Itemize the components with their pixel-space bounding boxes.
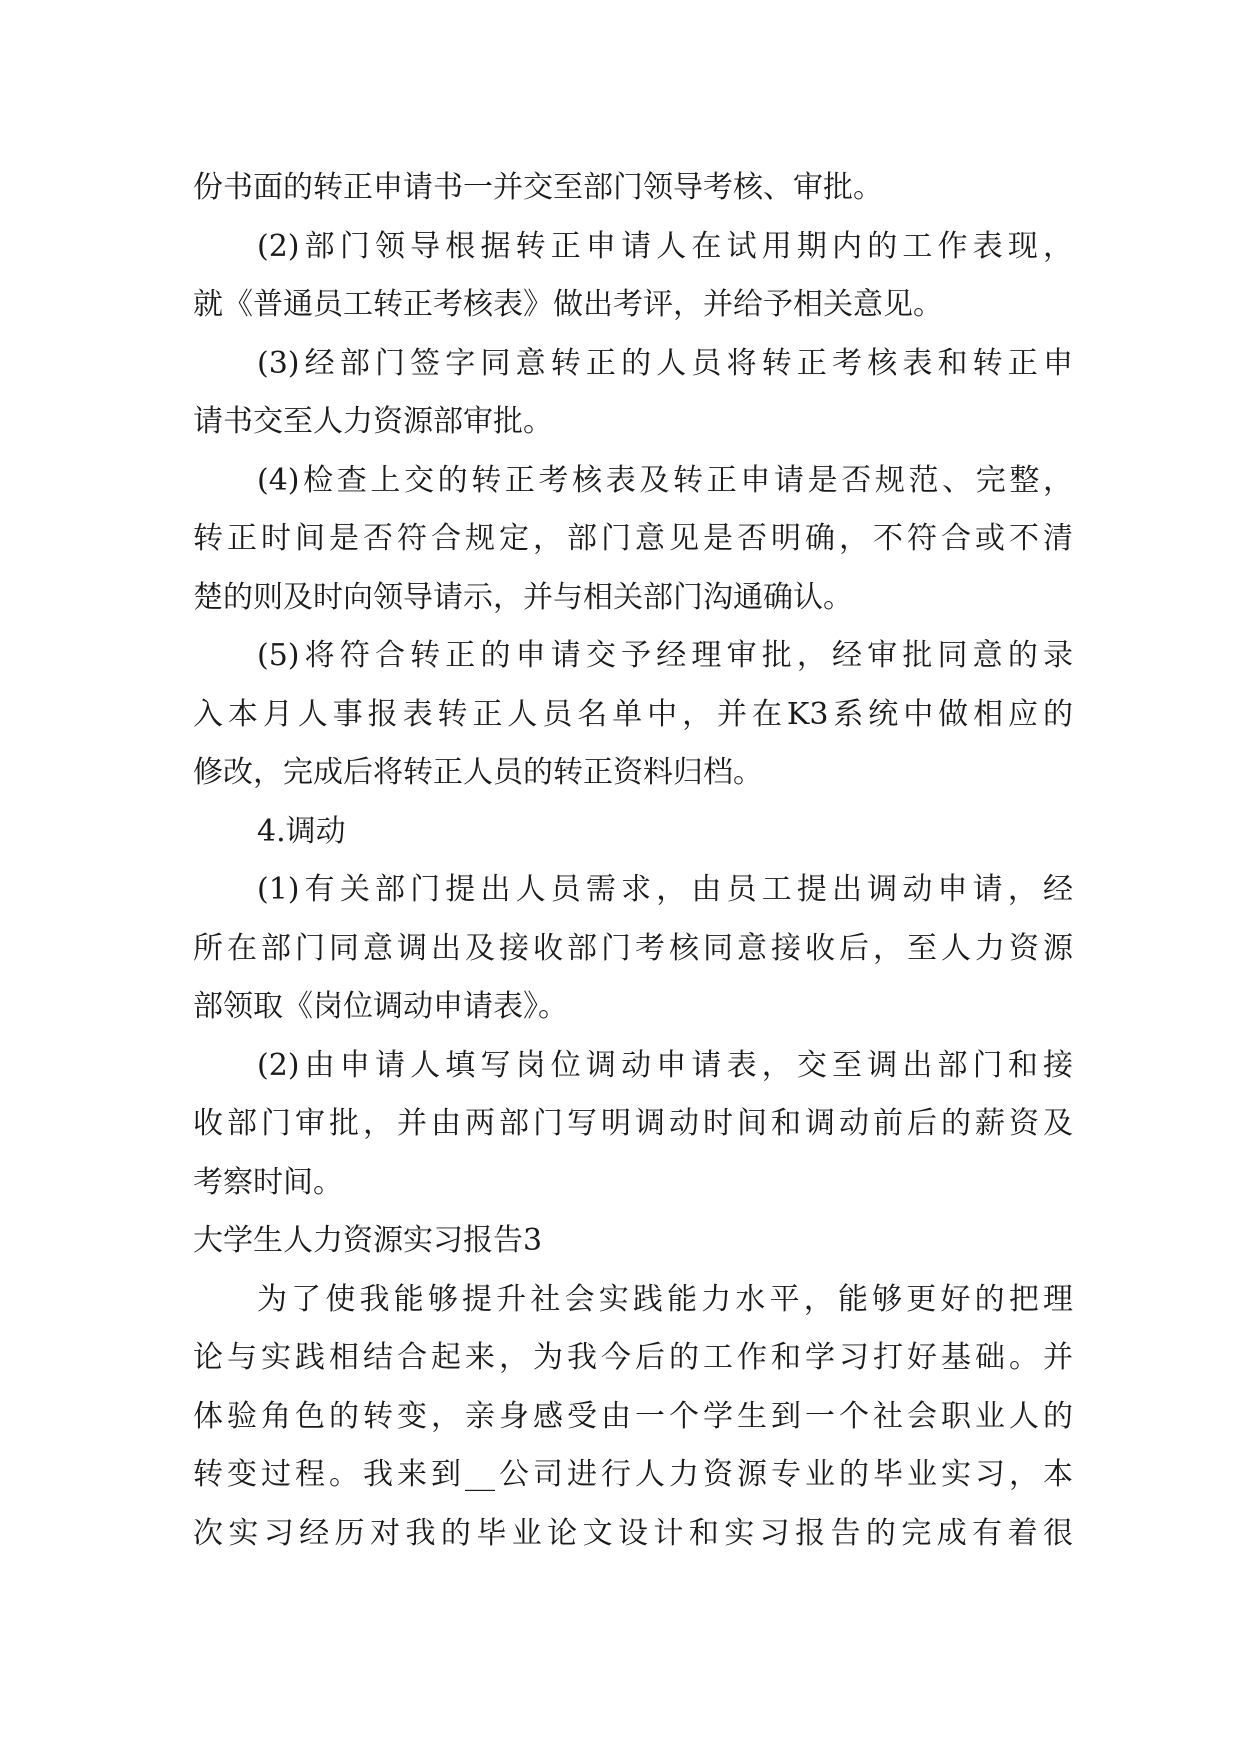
text-line: 转变过程。我来到__公司进行人力资源专业的毕业实习，本 (193, 1457, 1073, 1492)
text-line: 收部门审批，并由两部门写明调动时间和调动前后的薪资及 (193, 1106, 1073, 1141)
text-line: 入本月人事报表转正人员名单中，并在K3系统中做相应的 (193, 696, 1073, 732)
text-line: 为了使我能够提升社会实践能力水平，能够更好的把理 (257, 1281, 1073, 1317)
text-line: 体验角色的转变，亲身感受由一个学生到一个社会职业人的 (193, 1398, 1073, 1434)
section-title: 大学生人力资源实习报告3 (193, 1223, 543, 1258)
text-line: 楚的则及时向领导请示，并与相关部门沟通确认。 (193, 579, 853, 615)
text-line: 份书面的转正申请书一并交至部门领导考核、审批。 (193, 170, 883, 205)
text-line: 部领取《岗位调动申请表》。 (193, 989, 568, 1024)
text-line: (4)检查上交的转正考核表及转正申请是否规范、完整， (257, 462, 1073, 498)
text-line: 所在部门同意调出及接收部门考核同意接收后，至人力资源 (193, 930, 1073, 966)
text-line: 论与实践相结合起来，为我今后的工作和学习打好基础。并 (193, 1340, 1073, 1375)
text-line: 修改，完成后将转正人员的转正资料归档。 (193, 755, 763, 790)
text-line: (2)由申请人填写岗位调动申请表，交至调出部门和接 (257, 1047, 1073, 1083)
text-line: (3)经部门签字同意转正的人员将转正考核表和转正申 (257, 345, 1073, 381)
text-line: (2)部门领导根据转正申请人在试用期内的工作表现， (257, 228, 1073, 264)
text-line: (5)将符合转正的申请交予经理审批，经审批同意的录 (257, 638, 1073, 673)
section-number-heading: 4.调动 (257, 813, 346, 849)
text-line: 就《普通员工转正考核表》做出考评，并给予相关意见。 (193, 287, 943, 322)
text-line: 转正时间是否符合规定，部门意见是否明确，不符合或不清 (193, 521, 1073, 556)
document-body (193, 159, 1073, 1563)
text-line: (1)有关部门提出人员需求，由员工提出调动申请，经 (257, 872, 1073, 907)
text-line: 考察时间。 (193, 1164, 343, 1200)
text-line: 请书交至人力资源部审批。 (193, 404, 553, 439)
text-line: 次实习经历对我的毕业论文设计和实习报告的完成有着很 (193, 1515, 1073, 1551)
